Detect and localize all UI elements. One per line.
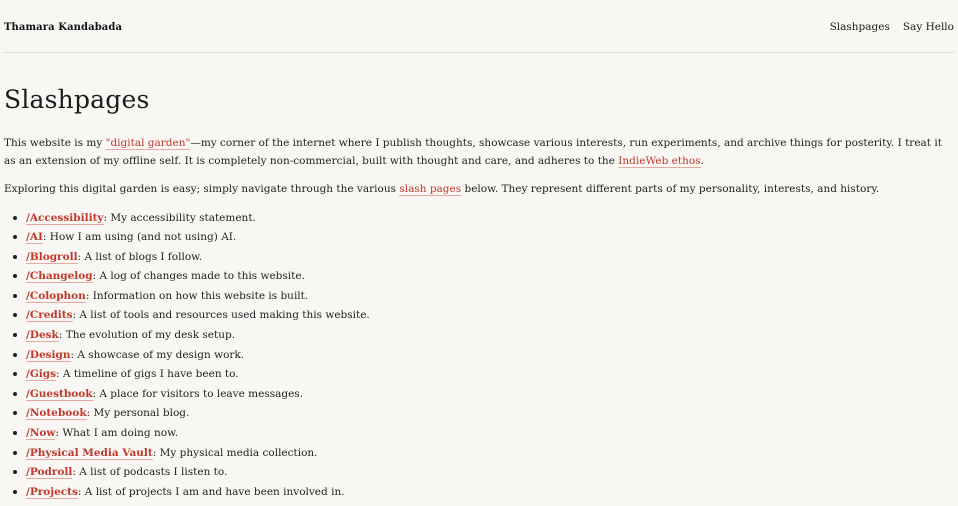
slashpage-description: : A list of projects I am and have been involved in. xyxy=(77,485,345,498)
list-item xyxy=(26,463,949,483)
slashpage-description: : The evolution of my desk setup. xyxy=(58,329,236,342)
slashpage-link[interactable]: /Now xyxy=(26,427,56,440)
slashpage-description: : My accessibility statement. xyxy=(103,211,256,224)
list-item xyxy=(26,483,949,503)
site-header xyxy=(0,0,958,52)
slash-pages-link[interactable]: slash pages xyxy=(399,183,462,195)
slashpage-description: : Information on how this website is built. xyxy=(85,289,309,302)
intro-paragraph xyxy=(4,135,949,170)
slashpage-description: : How I am using (and not using) AI. xyxy=(42,231,237,244)
site-title-link[interactable]: Thamara Kandabada xyxy=(4,22,123,33)
list-item xyxy=(26,404,949,424)
intro-text-after: . xyxy=(700,154,704,167)
list-item xyxy=(26,365,949,385)
bullet-icon xyxy=(13,255,17,259)
bullet-icon xyxy=(13,235,17,239)
slashpage-description: : A showcase of my design work. xyxy=(70,348,245,361)
slashpage-link[interactable]: /Desk xyxy=(26,329,59,342)
explore-paragraph xyxy=(4,181,949,199)
slashpage-description: : My physical media collection. xyxy=(152,446,318,459)
list-item xyxy=(26,267,949,287)
slashpage-link[interactable]: /Colophon xyxy=(26,289,86,302)
list-item xyxy=(26,248,949,268)
slashpage-description: : A log of changes made to this website. xyxy=(92,270,305,283)
explore-text-before: Exploring this digital garden is easy; simply navigate through the various xyxy=(4,183,400,195)
slashpage-link[interactable]: /Podroll xyxy=(26,466,73,479)
list-item xyxy=(26,346,949,366)
intro-text-middle: —my corner of the internet where I publish thoughts, showcase various interests, run experiments, and archive things for posterity. I treat it as an extension of my offline self. It is completely non-commercial, built with thought and care, and adheres to the xyxy=(4,137,942,167)
list-item xyxy=(26,306,949,326)
list-item xyxy=(26,326,949,346)
bullet-icon xyxy=(13,431,17,435)
bullet-icon xyxy=(13,470,17,474)
main-content xyxy=(4,80,949,502)
slashpage-link[interactable]: /Guestbook xyxy=(26,387,93,400)
bullet-icon xyxy=(13,411,17,415)
bullet-icon xyxy=(13,392,17,396)
bullet-icon xyxy=(13,490,17,494)
slashpage-description: : A timeline of gigs I have been to. xyxy=(56,368,239,381)
bullet-icon xyxy=(13,333,17,337)
slashpage-link[interactable]: /AI xyxy=(26,231,43,244)
bullet-icon xyxy=(13,313,17,317)
slashpage-description: : A list of tools and resources used making this website. xyxy=(72,309,370,322)
slashpage-link[interactable]: /Design xyxy=(26,348,71,361)
list-item xyxy=(26,385,949,405)
intro-text-before: This website is my xyxy=(4,137,106,149)
list-item xyxy=(26,287,949,307)
slashpage-description: : A list of podcasts I listen to. xyxy=(72,466,228,479)
slashpage-link[interactable]: /Gigs xyxy=(26,368,57,381)
explore-text-after: below. They represent different parts of my personality, interests, and history. xyxy=(461,183,880,195)
slashpage-link[interactable]: /Credits xyxy=(26,309,73,322)
list-item xyxy=(26,444,949,464)
bullet-icon xyxy=(13,372,17,376)
slashpage-link[interactable]: /Blogroll xyxy=(26,250,78,263)
list-item xyxy=(26,228,949,248)
slashpage-link[interactable]: /Changelog xyxy=(26,270,93,283)
slashpages-list xyxy=(4,209,949,503)
bullet-icon xyxy=(13,294,17,298)
bullet-icon xyxy=(13,353,17,357)
slashpage-description: : A list of blogs I follow. xyxy=(77,250,203,263)
list-item xyxy=(26,424,949,444)
slashpage-link[interactable]: /Notebook xyxy=(26,407,87,420)
main-nav xyxy=(830,21,954,33)
slashpage-description: : My personal blog. xyxy=(86,407,190,420)
nav-slashpages[interactable]: Slashpages xyxy=(829,21,890,33)
nav-say-hello[interactable]: Say Hello xyxy=(902,21,954,33)
slashpage-description: : What I am doing now. xyxy=(55,427,179,440)
bullet-icon xyxy=(13,274,17,278)
page-title: Slashpages xyxy=(4,85,150,114)
indieweb-ethos-link[interactable]: IndieWeb ethos xyxy=(618,154,701,167)
list-item xyxy=(26,209,949,229)
digital-garden-link[interactable]: "digital garden" xyxy=(105,137,191,149)
slashpage-link[interactable]: /Projects xyxy=(26,485,78,498)
slashpage-link[interactable]: /Physical Media Vault xyxy=(26,446,153,459)
slashpage-link[interactable]: /Accessibility xyxy=(26,211,104,224)
header-divider xyxy=(3,52,955,53)
bullet-icon xyxy=(13,216,17,220)
slashpage-description: : A place for visitors to leave messages. xyxy=(92,387,304,400)
bullet-icon xyxy=(13,451,17,455)
